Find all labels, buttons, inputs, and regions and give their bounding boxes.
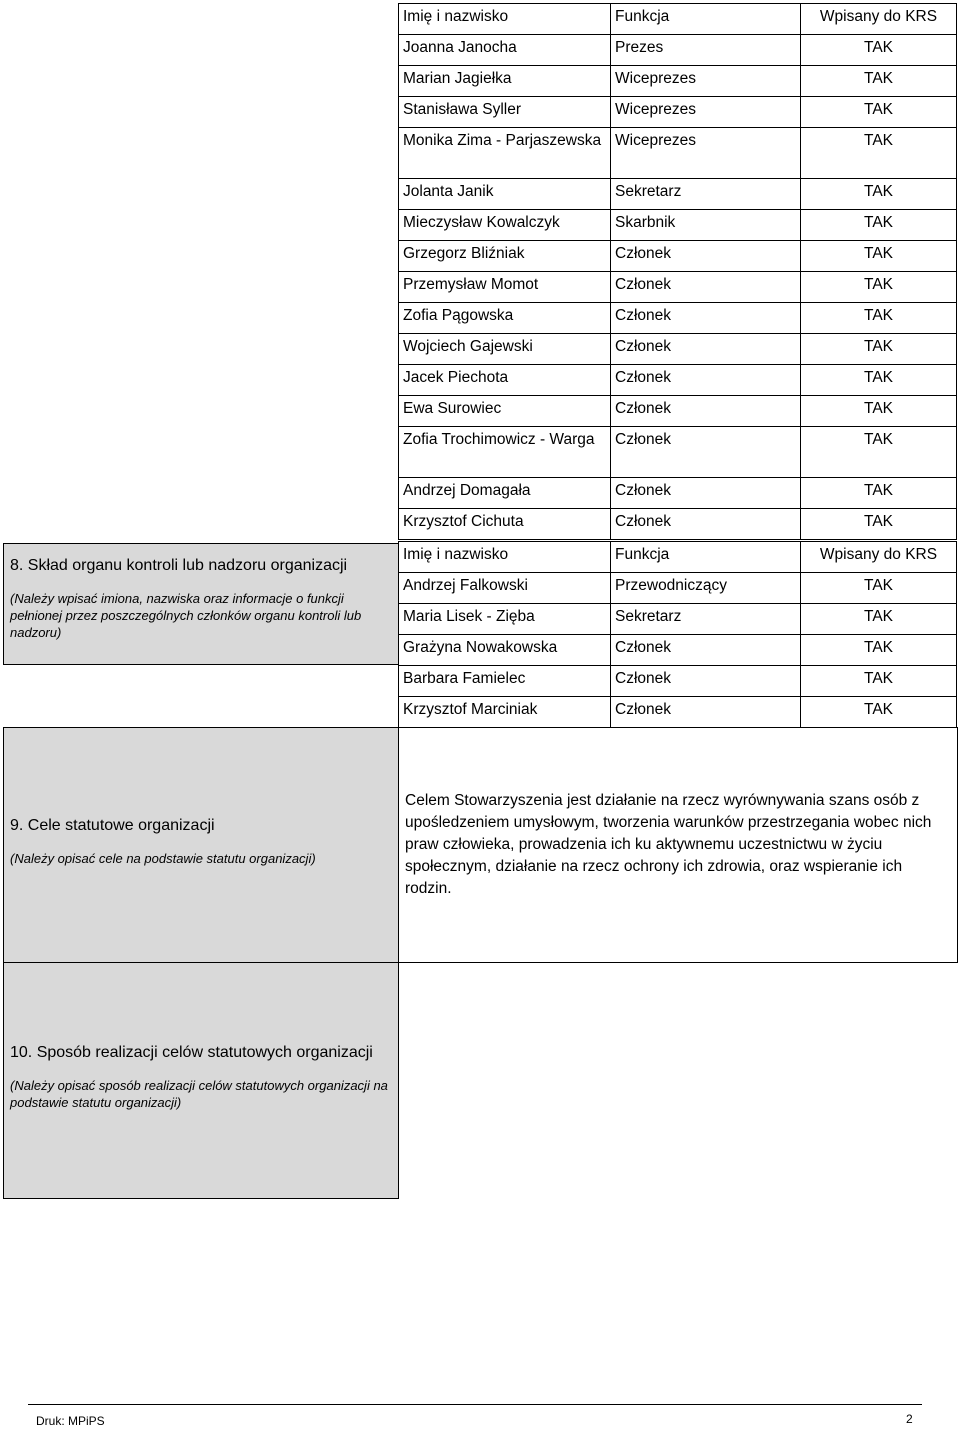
member-krs: TAK (801, 697, 957, 728)
header-role: Funkcja (611, 542, 801, 573)
member-krs: TAK (801, 241, 957, 272)
section8-note: (Należy wpisać imiona, nazwiska oraz informacje o funkcji pełnionej przez poszczególnych członków organu kontroli lub nadzoru) (10, 591, 362, 640)
member-krs: TAK (801, 396, 957, 427)
board-member-row (399, 128, 957, 179)
header-krs: Wpisany do KRS (801, 4, 957, 35)
member-role: Członek (611, 427, 801, 478)
member-role: Przewodniczący (611, 573, 801, 604)
board-member-row (399, 66, 957, 97)
member-krs: TAK (801, 334, 957, 365)
board-member-row (399, 427, 957, 478)
member-name: Andrzej Domagała (399, 478, 611, 509)
member-name: Jacek Piechota (399, 365, 611, 396)
section9-label-cell (3, 727, 399, 963)
member-name: Stanisława Syller (399, 97, 611, 128)
member-name: Jolanta Janik (399, 179, 611, 210)
member-krs: TAK (801, 478, 957, 509)
supervisory-member-row (399, 635, 957, 666)
member-krs: TAK (801, 604, 957, 635)
member-role: Skarbnik (611, 210, 801, 241)
board-header-row (399, 4, 957, 35)
board-member-row (399, 179, 957, 210)
member-krs: TAK (801, 509, 957, 540)
board-member-row (399, 35, 957, 66)
member-krs: TAK (801, 66, 957, 97)
section9-note: (Należy opisać cele na podstawie statutu organizacji) (10, 851, 316, 866)
member-role: Sekretarz (611, 604, 801, 635)
member-krs: TAK (801, 427, 957, 478)
header-role: Funkcja (611, 4, 801, 35)
member-role: Wiceprezes (611, 97, 801, 128)
board-member-row (399, 97, 957, 128)
member-name: Krzysztof Cichuta (399, 509, 611, 540)
member-role: Prezes (611, 35, 801, 66)
member-role: Członek (611, 635, 801, 666)
member-name: Grzegorz Bliźniak (399, 241, 611, 272)
member-krs: TAK (801, 303, 957, 334)
section9-content: Celem Stowarzyszenia jest działanie na rzecz wyrównywania szans osób z upośledzeniem umysłowym, tworzenia warunków przestrzegania wobec nich praw człowieka, prowadzenia ich ku aktywnemu uczestnictwu w życiu społecznym, działanie na rzecz ochrony ich zdrowia, oraz wspieranie ich rodzin. (405, 792, 932, 897)
supervisory-member-row (399, 666, 957, 697)
board-member-row (399, 272, 957, 303)
member-role: Członek (611, 396, 801, 427)
section9-content-cell (398, 727, 958, 963)
member-role: Członek (611, 241, 801, 272)
member-name: Mieczysław Kowalczyk (399, 210, 611, 241)
member-name: Wojciech Gajewski (399, 334, 611, 365)
member-krs: TAK (801, 666, 957, 697)
header-name: Imię i nazwisko (399, 542, 611, 573)
member-name: Krzysztof Marciniak (399, 697, 611, 728)
board-member-row (399, 478, 957, 509)
board-member-row (399, 303, 957, 334)
member-krs: TAK (801, 128, 957, 179)
member-name: Ewa Surowiec (399, 396, 611, 427)
member-role: Sekretarz (611, 179, 801, 210)
board-member-row (399, 396, 957, 427)
board-member-row (399, 210, 957, 241)
member-role: Członek (611, 478, 801, 509)
member-role: Członek (611, 272, 801, 303)
supervisory-member-row (399, 573, 957, 604)
member-name: Zofia Pągowska (399, 303, 611, 334)
member-krs: TAK (801, 97, 957, 128)
footer-page-number: 2 (906, 1412, 913, 1426)
member-krs: TAK (801, 272, 957, 303)
section8-label-cell (3, 543, 399, 665)
header-krs: Wpisany do KRS (801, 542, 957, 573)
supervisory-header-row (399, 542, 957, 573)
member-name: Monika Zima - Parjaszewska (399, 128, 611, 179)
member-krs: TAK (801, 35, 957, 66)
section8-title: 8. Skład organu kontroli lub nadzoru organizacji (10, 557, 348, 574)
member-name: Marian Jagiełka (399, 66, 611, 97)
supervisory-member-row (399, 604, 957, 635)
header-name: Imię i nazwisko (399, 4, 611, 35)
member-role: Członek (611, 509, 801, 540)
supervisory-member-row (399, 697, 957, 728)
member-krs: TAK (801, 635, 957, 666)
member-krs: TAK (801, 573, 957, 604)
member-name: Przemysław Momot (399, 272, 611, 303)
member-name: Grażyna Nowakowska (399, 635, 611, 666)
board-members-table (398, 3, 957, 540)
section10-note: (Należy opisać sposób realizacji celów statutowych organizacji na podstawie statutu organizacji) (10, 1078, 388, 1110)
board-member-row (399, 334, 957, 365)
board-member-row (399, 509, 957, 540)
member-role: Członek (611, 334, 801, 365)
section9-title: 9. Cele statutowe organizacji (10, 817, 215, 834)
member-role: Członek (611, 697, 801, 728)
footer-print-label: Druk: MPiPS (36, 1414, 105, 1428)
member-krs: TAK (801, 210, 957, 241)
member-name: Barbara Famielec (399, 666, 611, 697)
board-member-row (399, 365, 957, 396)
member-role: Członek (611, 666, 801, 697)
board-member-row (399, 241, 957, 272)
section10-label-cell (3, 962, 399, 1199)
member-krs: TAK (801, 179, 957, 210)
member-name: Joanna Janocha (399, 35, 611, 66)
supervisory-members-table (398, 541, 957, 728)
member-role: Członek (611, 303, 801, 334)
footer-rule (28, 1404, 922, 1405)
member-role: Wiceprezes (611, 128, 801, 179)
member-name: Zofia Trochimowicz - Warga (399, 427, 611, 478)
member-role: Członek (611, 365, 801, 396)
member-role: Wiceprezes (611, 66, 801, 97)
section10-title: 10. Sposób realizacji celów statutowych organizacji (10, 1044, 373, 1061)
member-name: Maria Lisek - Zięba (399, 604, 611, 635)
member-krs: TAK (801, 365, 957, 396)
member-name: Andrzej Falkowski (399, 573, 611, 604)
